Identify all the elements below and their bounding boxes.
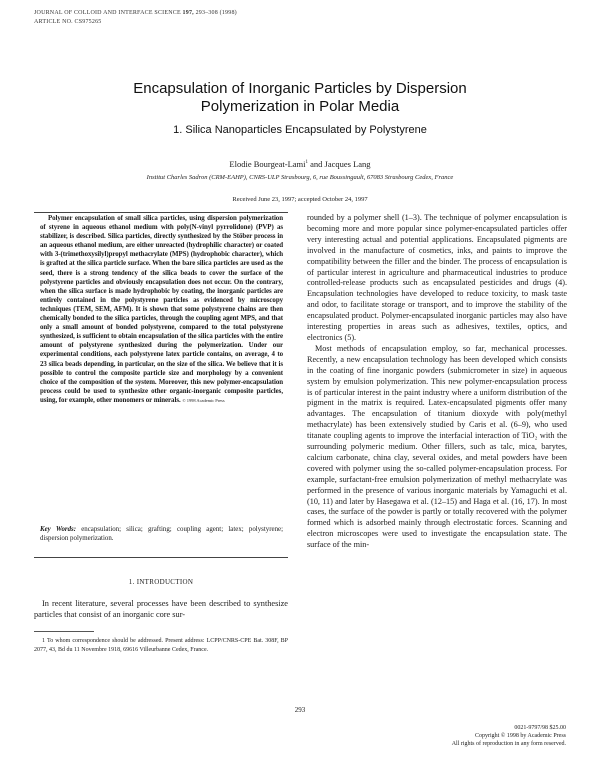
journal-header bbox=[34, 9, 237, 17]
keywords bbox=[40, 525, 283, 543]
received-date: Received June 23, 1997; accepted October 24, 1997 bbox=[232, 196, 368, 203]
abstract-text: Polymer encapsulation of small silica particles, using dispersion polymerization of styrene in aqueous ethanol medium with poly(N-vinyl pyrrolidone) (PVP) as stabilizer, is described. Silica particles, directly synthesized by the Stöber process in an aqueous ethanol medium, are either unreacted (hydrophilic character) or coated with 3-(trimethoxysilyl)propyl methacrylate (MPS) (hydrophobic character), which is grafted at the silica particle surface. When the bare silica particles are used as the seed, there is a strong tendency of the silica beads to cover the surface of the polystyrene particles and obviously encapsulation does not occur. On the contrary, when the silica surface is made hydrophobic by coating, the inorganic particles are entirely contained in the polystyrene particles as evidenced by microscopy techniques (TEM, SEM, AFM). It is shown that some polystyrene chains are then chemically bonded to the silica particles, through the coupling agent MPS, and that only a small amount of bonded polystyrene, compared to the total polystyrene synthesized, is sufficient to obtain encapsulation of the silica particles with the entire amount of polystyrene synthesized during the polymerization. Under our experimental conditions, each polystyrene latex particle contains, on average, 4 to 23 silica beads depending, in particular, on the size of the silica. We believe that it is possible to control the composite particle size and morphology by a convenient choice of the composition of the system. Moreover, this new polymer-encapsulation process could be used to synthesize other organic-inorganic composite particles, using, for example, other monomers or minerals. bbox=[40, 215, 283, 404]
journal-name: JOURNAL OF COLLOID AND INTERFACE SCIENCE bbox=[34, 10, 181, 16]
affiliation: Institut Charles Sadron (CRM-EAHP), CNRS-ULP Strasbourg, 6, rue Boussingault, 67083 Strasbourg Cedex, France bbox=[146, 174, 454, 181]
introduction-text: In recent literature, several processes have been described to synthesize particles that consist of an inorganic core sur- bbox=[34, 599, 288, 619]
article-number: ARTICLE NO. CS975265 bbox=[34, 19, 102, 25]
journal-pages-year: 293–308 (1998) bbox=[195, 10, 237, 16]
copyright-price: 0021-9797/98 $25.00 bbox=[514, 725, 566, 731]
copyright-publisher: Copyright © 1998 by Academic Press bbox=[474, 733, 566, 739]
paper-title bbox=[60, 80, 540, 116]
authors bbox=[60, 157, 540, 170]
footnote: 1 To whom correspondence should be addressed. Present address: LCPP/CNRS-CPE Bat. 308F, BP 2077, 43, Bd du 11 Novembre 1918, 69616 Villeurbanne Cedex, France. bbox=[34, 638, 288, 653]
journal-volume: 197, bbox=[182, 10, 194, 16]
paper-title-line-1: Encapsulation of Inorganic Particles by Dispersion bbox=[133, 80, 467, 97]
keywords-label: Key Words: bbox=[40, 526, 76, 533]
keywords-text: encapsulation; silica; grafting; coupling agent; latex; polystyrene; dispersion polymerization. bbox=[40, 526, 283, 543]
footnote-marker: 1 bbox=[305, 160, 309, 165]
abstract bbox=[40, 214, 283, 405]
right-column bbox=[307, 213, 567, 551]
copyright-rights: All rights of reproduction in any form reserved. bbox=[451, 741, 566, 747]
copyright-block bbox=[400, 724, 566, 748]
paper-title-line-2: Polymerization in Polar Media bbox=[200, 98, 400, 115]
author-2: and Jacques Lang bbox=[308, 158, 371, 169]
page-number: 293 bbox=[294, 706, 306, 714]
section-heading-introduction: 1. INTRODUCTION bbox=[128, 578, 194, 586]
author-1: Elodie Bourgeat-Lami bbox=[229, 158, 306, 169]
right-paragraph-1: rounded by a polymer shell (1–3). The technique of polymer encapsulation is becoming more and more popular since polymer-encapsulated particles offer very interesting actual and potential applications. Encapsulated pigments are involved in the manufacture of cosmetics, inks, and paints to improve the compatibility between the filler and the binder. The process of encapsulation is of particular interest in agriculture and pharmaceutical industries to produce controlled-release products such as encapsulated pesticides and drugs (4). Encapsulation technologies have developed to reduce toxicity, to mask taste and odor, to facilitate storage or transport, and to improve the stability of the encapsulated product. Polymer-encapsulated inorganic particles may also have interesting properties in areas such as adhesives, textiles, optics, and electronics (5). bbox=[307, 213, 567, 342]
footnote-divider bbox=[34, 631, 94, 632]
paper-subtitle: 1. Silica Nanoparticles Encapsulated by Polystyrene bbox=[173, 124, 427, 136]
right-paragraph-2: Most methods of encapsulation employ, so far, mechanical processes. Recently, a new encapsulation technology has been developed which consists in the coating of fine inorganic powders (submicrometer in size) in aqueous system by emulsion polymerization. This new polymer-encapsulation process is of particular interest in the paint industry where a uniform distribution of the pigment in the matrix is required. Latex-encapsulated pigments offer many advantages. The encapsulation of titanium dioxyde with poly(methyl methacrylate) has been extensively studied by Caris et al. (6–9), who used titanate coupling agents to improve the interfacial interaction of TiO₂ with the surrounding polymeric medium. Other fillers, such as talc, mica, barytes, calcium carbonate, china clay, several oxides, and metal powders have been covered with polymer using the so-called polymer-encapsulation process. For example, surfactant-free emulsion polymerization of methyl methacrylate was performed in the presence of various inorganic materials by Yamaguchi et al. (10, 11) and later by Hasegawa et al. (12–15) and Haga et al. (16, 17). In most cases, the surface of the powder is partly or totally recovered with the polymer formed which is adsorbed mainly through electrostatic forces. Scanning and electron microscopes were used to investigate the encapsulation state. The surface of the min- bbox=[307, 343, 567, 550]
abstract-copyright: © 1998 Academic Press bbox=[182, 397, 225, 403]
